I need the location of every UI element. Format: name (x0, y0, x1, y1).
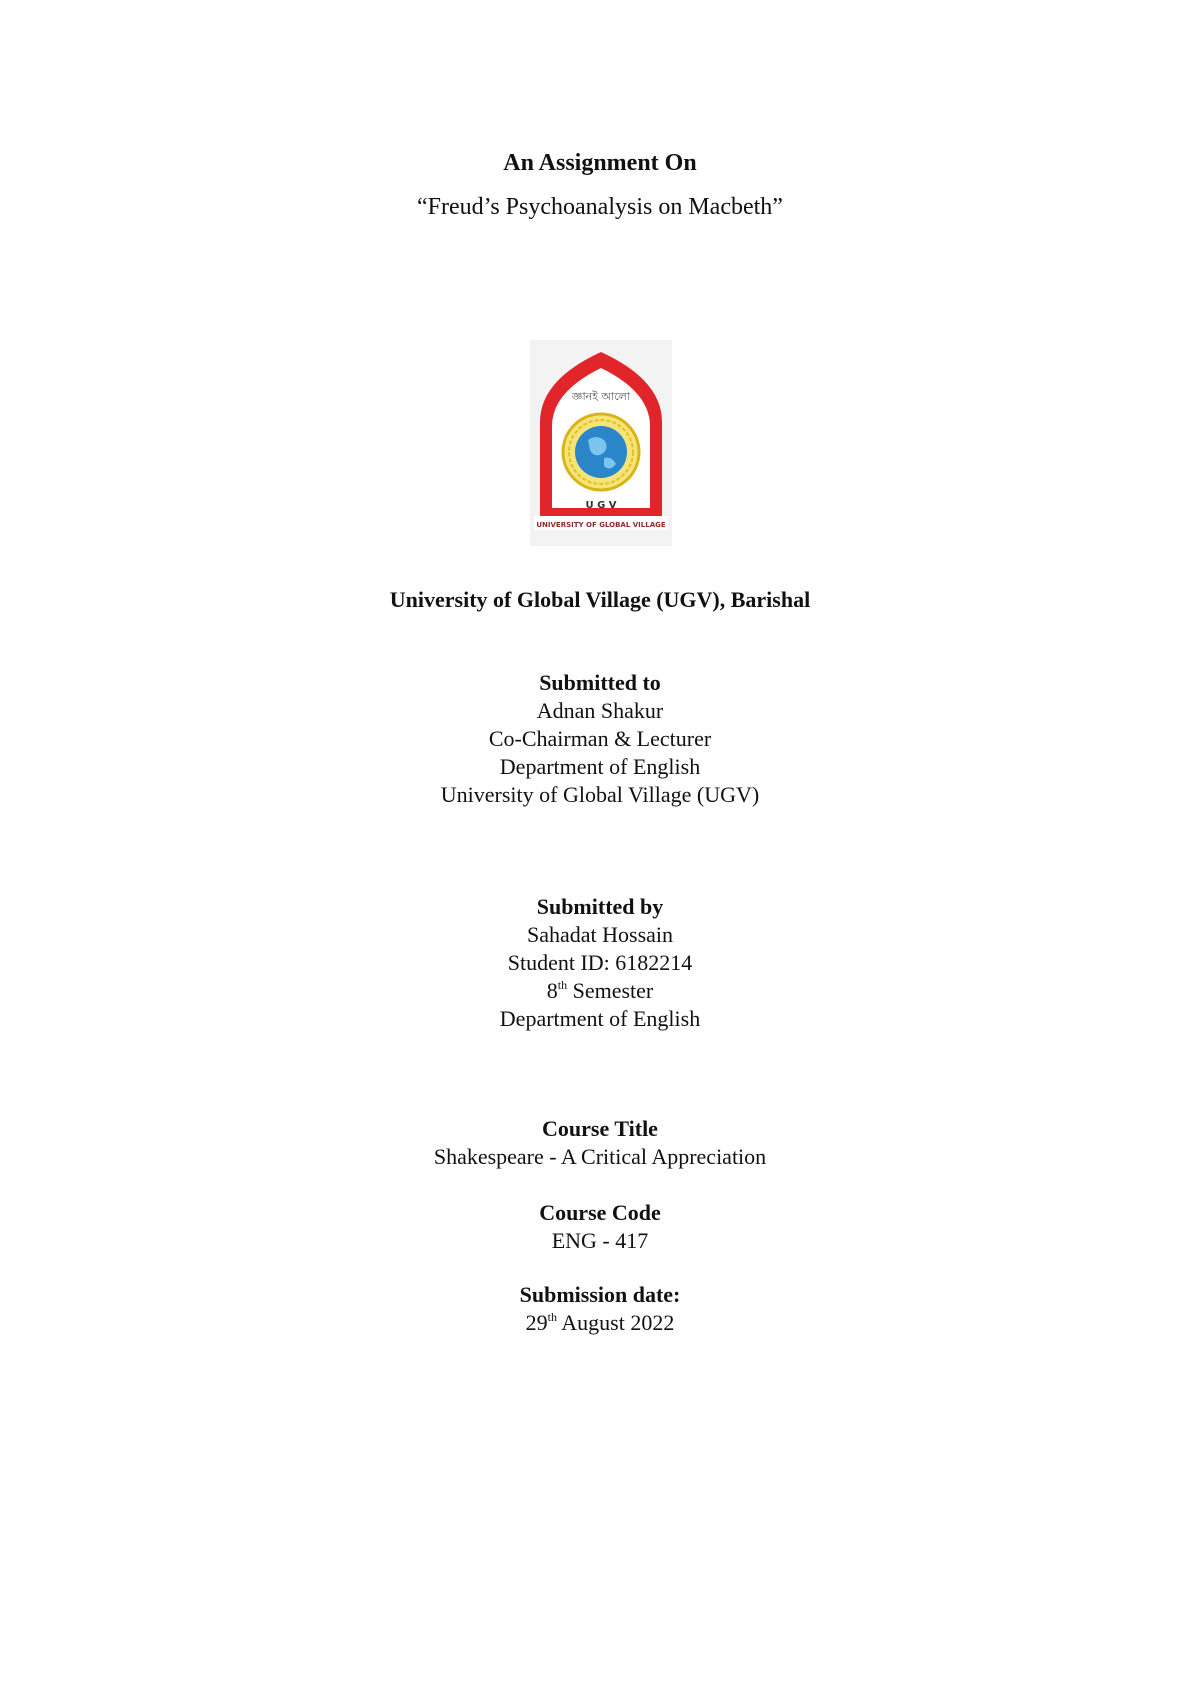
semester-text: Semester (567, 978, 654, 1003)
ugv-logo (530, 340, 672, 546)
assignment-topic: “Freud’s Psychoanalysis on Macbeth” (417, 194, 783, 220)
submitted-to-label: Submitted to (539, 670, 661, 695)
semester (0, 977, 1200, 1005)
semester-number: 8 (546, 978, 558, 1003)
submission-month-year: August 2022 (556, 1310, 675, 1335)
course-title-label: Course Title (542, 1116, 658, 1141)
logo-motto: জ্ঞানই আলো (571, 390, 631, 403)
student-department: Department of English (499, 1006, 701, 1031)
submitted-to-institution: University of Global Village (UGV) (440, 782, 760, 807)
university-name: University of Global Village (UGV), Barishal (389, 587, 811, 612)
submission-date-value (0, 1309, 1200, 1337)
submitted-to-name: Adnan Shakur (536, 698, 664, 723)
student-name: Sahadat Hossain (526, 922, 674, 947)
assignment-heading: An Assignment On (503, 150, 697, 176)
submitted-by-label: Submitted by (536, 894, 664, 919)
course-code-value: ENG - 417 (551, 1228, 649, 1253)
submission-day: 29 (525, 1310, 548, 1335)
submission-date-label: Submission date: (519, 1282, 681, 1307)
student-id: Student ID: 6182214 (507, 950, 693, 975)
submitted-to-department: Department of English (499, 754, 701, 779)
logo-banner: UNIVERSITY OF GLOBAL VILLAGE (536, 521, 666, 529)
logo-initials: U G V (585, 500, 617, 511)
submission-day-suffix: th (547, 1310, 557, 1324)
ugv-logo-image (530, 340, 672, 546)
course-title-value: Shakespeare - A Critical Appreciation (433, 1144, 767, 1169)
course-code-label: Course Code (539, 1200, 661, 1225)
submitted-to-designation: Co-Chairman & Lecturer (488, 726, 712, 751)
semester-suffix: th (557, 978, 568, 992)
